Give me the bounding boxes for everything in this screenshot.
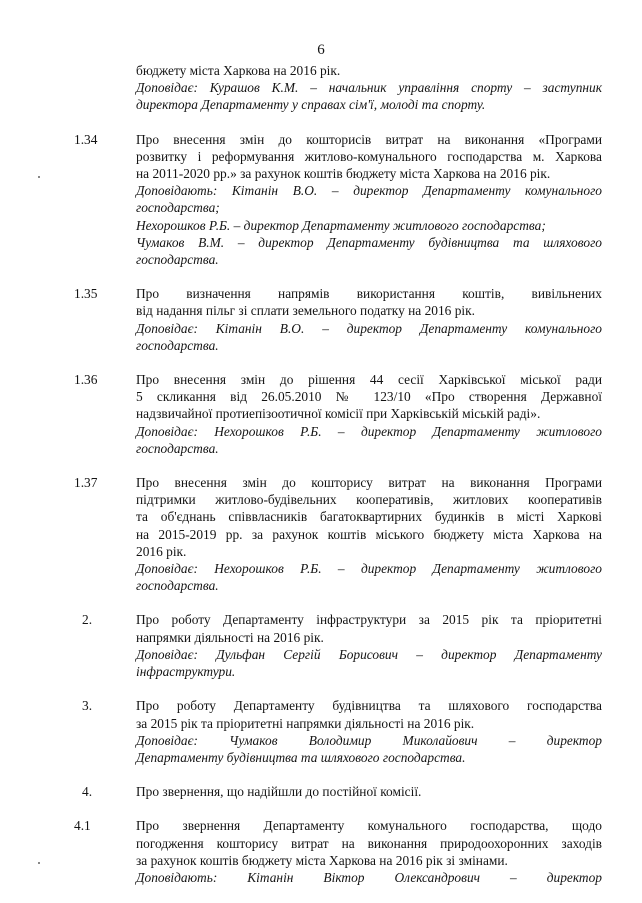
agenda-text-line: Про внесення змін до рішення 44 сесії Харківської міської ради [136,372,602,388]
agenda-text-line: підтримки житлово-будівельних кооперативів, житлових кооперативів [136,492,602,508]
agenda-text-line: Про звернення Департаменту комунального господарства, щодо [136,818,602,834]
agenda-item-text [136,817,602,886]
agenda-text-line: Про роботу Департаменту інфраструктури за 2015 рік та пріоритетні [136,612,602,628]
agenda-item-number: 3. [82,698,93,714]
speaker-line: Доповідають: Кітанін Віктор Олександрович – директор [136,869,602,885]
agenda-item [74,474,602,594]
speaker-line: Чумаков В.М. – директор Департаменту будівництва та шляхового [136,234,602,250]
agenda-item-text [136,697,602,766]
agenda-text-line: Про внесення змін до кошторису витрат на виконання Програми [136,475,602,491]
speaker-line: Доповідає: Чумаков Володимир Миколайович – директор [136,732,602,748]
agenda-item [74,285,602,354]
agenda-item-number: 2. [82,612,93,628]
agenda-text-line: Про звернення, що надійшли до постійної комісії. [136,784,422,800]
agenda-item-number: 1.35 [74,286,98,302]
agenda-text-line: 5 скликання від 26.05.2010 № 123/10 «Про створення Державної [136,389,602,405]
agenda-item-text [136,783,602,800]
agenda-text-line: погодження кошторису витрат на виконання природоохоронних заходів [136,835,602,851]
agenda-text-line: та об'єднань співвласників багатоквартирних будинків в місті Харкові [136,509,602,525]
agenda-item-text [136,371,602,457]
speaker-line: господарства. [136,578,219,594]
agenda-item-number: 1.37 [74,475,98,491]
agenda-item [74,131,602,269]
agenda-item-number: 4. [82,784,93,800]
agenda-item [74,62,602,114]
speaker-line: господарства. [136,252,219,268]
speaker-line: Департаменту будівництва та шляхового господарства. [136,749,466,765]
agenda-item-text [136,611,602,680]
agenda-item-text [136,474,602,594]
speaker-line: господарства. [136,440,219,456]
agenda-item-number [74,62,136,114]
speaker-line: директора Департаменту у справах сім'ї, молоді та спорту. [136,97,486,113]
agenda-item [74,783,602,800]
agenda-text-line: 2016 рік. [136,543,187,559]
agenda-item-text [136,62,602,114]
speaker-line: Доповідає: Нехорошков Р.Б. – директор Департаменту житлового [136,423,602,439]
agenda-text-line: Про визначення напрямів використання коштів, вивільнених [136,286,602,302]
agenda-text-line: за рахунок коштів бюджету міста Харкова на 2016 рік зі змінами. [136,852,508,868]
agenda-item [74,611,602,680]
agenda-text-line: розвитку і реформування житлово-комунального господарства м. Харкова [136,148,602,164]
scan-speck [38,176,40,178]
agenda-item-number: 1.34 [74,131,98,147]
agenda-item [74,697,602,766]
speaker-line: господарства; [136,200,220,216]
page-number: 6 [317,42,325,58]
agenda-text-line: Про роботу Департаменту будівництва та шляхового господарства [136,698,602,714]
speaker-line: Доповідають: Кітанін В.О. – директор Департаменту комунального [136,183,602,199]
speaker-line: господарства. [136,337,219,353]
speaker-line: Нехорошков Р.Б. – директор Департаменту житлового господарства; [136,217,546,233]
agenda-text-line: Про внесення змін до кошторисів витрат на виконання «Програми [136,131,602,147]
agenda-text-line: від надання пільг зі сплати земельного податку на 2016 рік. [136,303,475,319]
scan-speck [38,862,40,864]
agenda-list [74,62,602,903]
speaker-line: інфраструктури. [136,664,236,680]
speaker-line: Доповідає: Нехорошков Р.Б. – директор Департаменту житлового [136,561,602,577]
agenda-item-text [136,285,602,354]
agenda-item-number: 4.1 [74,818,91,834]
agenda-text-line: надзвичайної протиепізоотичної комісії при Харківській міській раді». [136,406,541,422]
agenda-item-number: 1.36 [74,372,98,388]
agenda-text-line: на 2011-2020 рр.» за рахунок коштів бюджету міста Харкова на 2016 рік. [136,166,551,182]
agenda-text-line: за 2015 рік та пріоритетні напрямки діяльності на 2016 рік. [136,715,475,731]
speaker-line: Доповідає: Дульфан Сергій Борисович – директор Департаменту [136,646,602,662]
agenda-item [74,371,602,457]
agenda-text-line: на 2015-2019 рр. за рахунок коштів міського бюджету міста Харкова на [136,526,602,542]
agenda-item-text [136,131,602,269]
speaker-line: Доповідає: Кітанін В.О. – директор Департаменту комунального [136,320,602,336]
agenda-item [74,817,602,886]
agenda-text-line: бюджету міста Харкова на 2016 рік. [136,63,341,78]
agenda-text-line: напрямки діяльності на 2016 рік. [136,629,324,645]
speaker-line: Доповідає: Курашов К.М. – начальник управління спорту – заступник [136,80,602,96]
